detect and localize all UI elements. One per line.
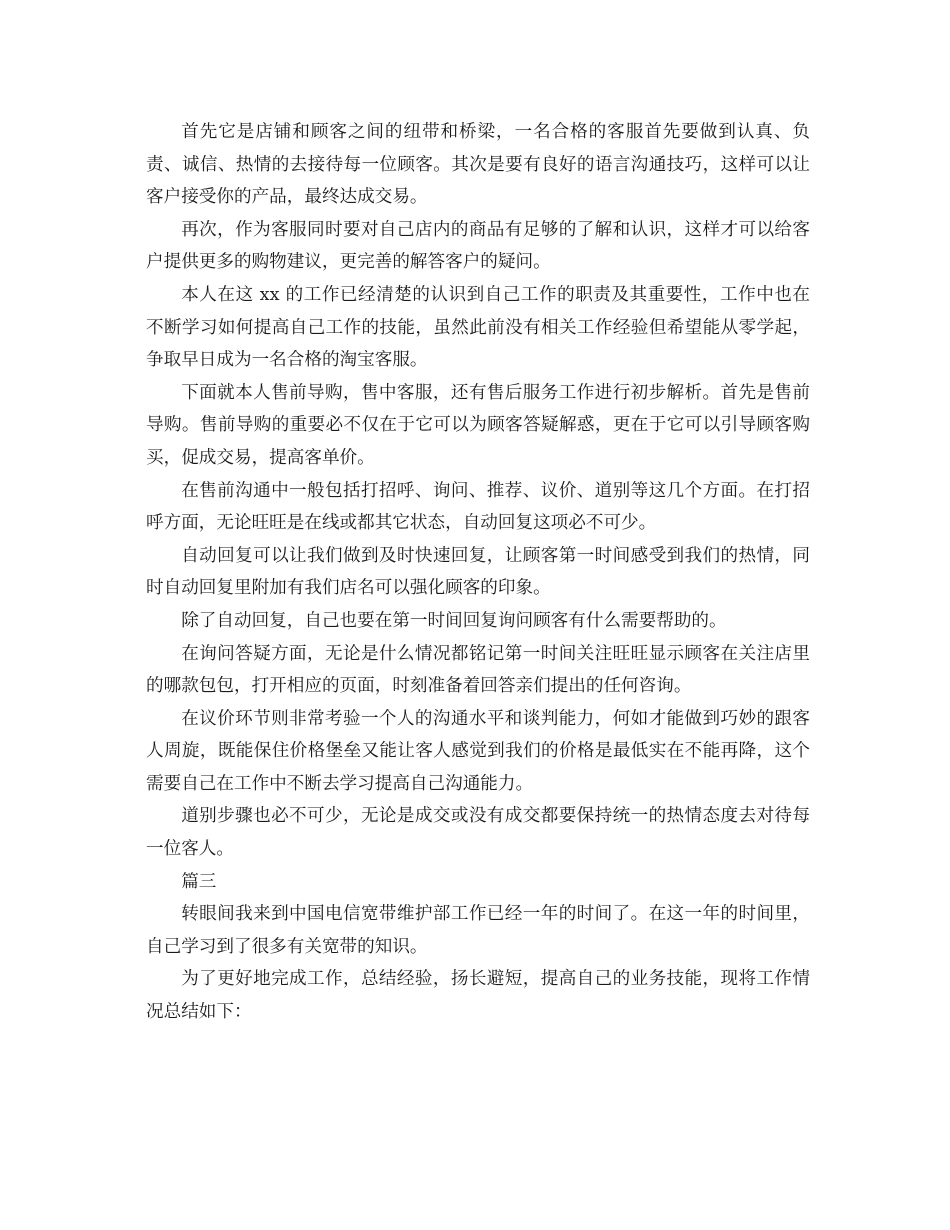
paragraph: 下面就本人售前导购，售中客服，还有售后服务工作进行初步解析。首先是售前导购。售前导购的重要必不仅在于它可以为顾客答疑解惑，更在于它可以引导顾客购买，促成交易，提高客单价。	[146, 382, 810, 468]
paragraph: 道别步骤也必不可少，无论是成交或没有成交都要保持统一的热情态度去对待每一位客人。	[146, 806, 810, 860]
paragraph: 再次，作为客服同时要对自己店内的商品有足够的了解和认识，这样才可以给客户提供更多的购物建议，更完善的解答客户的疑问。	[146, 219, 810, 273]
paragraph: 本人在这 xx 的工作已经清楚的认识到自己工作的职责及其重要性，工作中也在不断学习如何提高自己工作的技能，虽然此前没有相关工作经验但希望能从零学起，争取早日成为一名合格的淘宝客服。	[146, 284, 810, 371]
document-body	[146, 116, 810, 1029]
paragraph: 在售前沟通中一般包括打招呼、询问、推荐、议价、道别等这几个方面。在打招呼方面，无论旺旺是在线或都其它状态，自动回复这项必不可少。	[146, 480, 810, 534]
paragraph: 首先它是店铺和顾客之间的纽带和桥梁，一名合格的客服首先要做到认真、负责、诚信、热情的去接待每一位顾客。其次是要有良好的语言沟通技巧，这样可以让客户接受你的产品，最终达成交易。	[146, 122, 810, 208]
paragraph: 在询问答疑方面，无论是什么情况都铭记第一时间关注旺旺显示顾客在关注店里的哪款包包，打开相应的页面，时刻准备着回答亲们提出的任何咨询。	[146, 643, 810, 697]
paragraph: 为了更好地完成工作，总结经验，扬长避短，提高自己的业务技能，现将工作情况总结如下：	[146, 969, 810, 1023]
paragraph: 自动回复可以让我们做到及时快速回复，让顾客第一时间感受到我们的热情，同时自动回复里附加有我们店名可以强化顾客的印象。	[146, 545, 810, 599]
section-heading: 篇三	[181, 871, 217, 892]
paragraph: 转眼间我来到中国电信宽带维护部工作已经一年的时间了。在这一年的时间里，自己学习到了很多有关宽带的知识。	[146, 904, 810, 957]
paragraph: 在议价环节则非常考验一个人的沟通水平和谈判能力，何如才能做到巧妙的跟客人周旋，既能保住价格堡垒又能让客人感觉到我们的价格是最低实在不能再降，这个需要自己在工作中不断去学习提高自己沟通能力。	[146, 708, 810, 794]
paragraph: 除了自动回复，自己也要在第一时间回复询问顾客有什么需要帮助的。	[181, 610, 727, 631]
